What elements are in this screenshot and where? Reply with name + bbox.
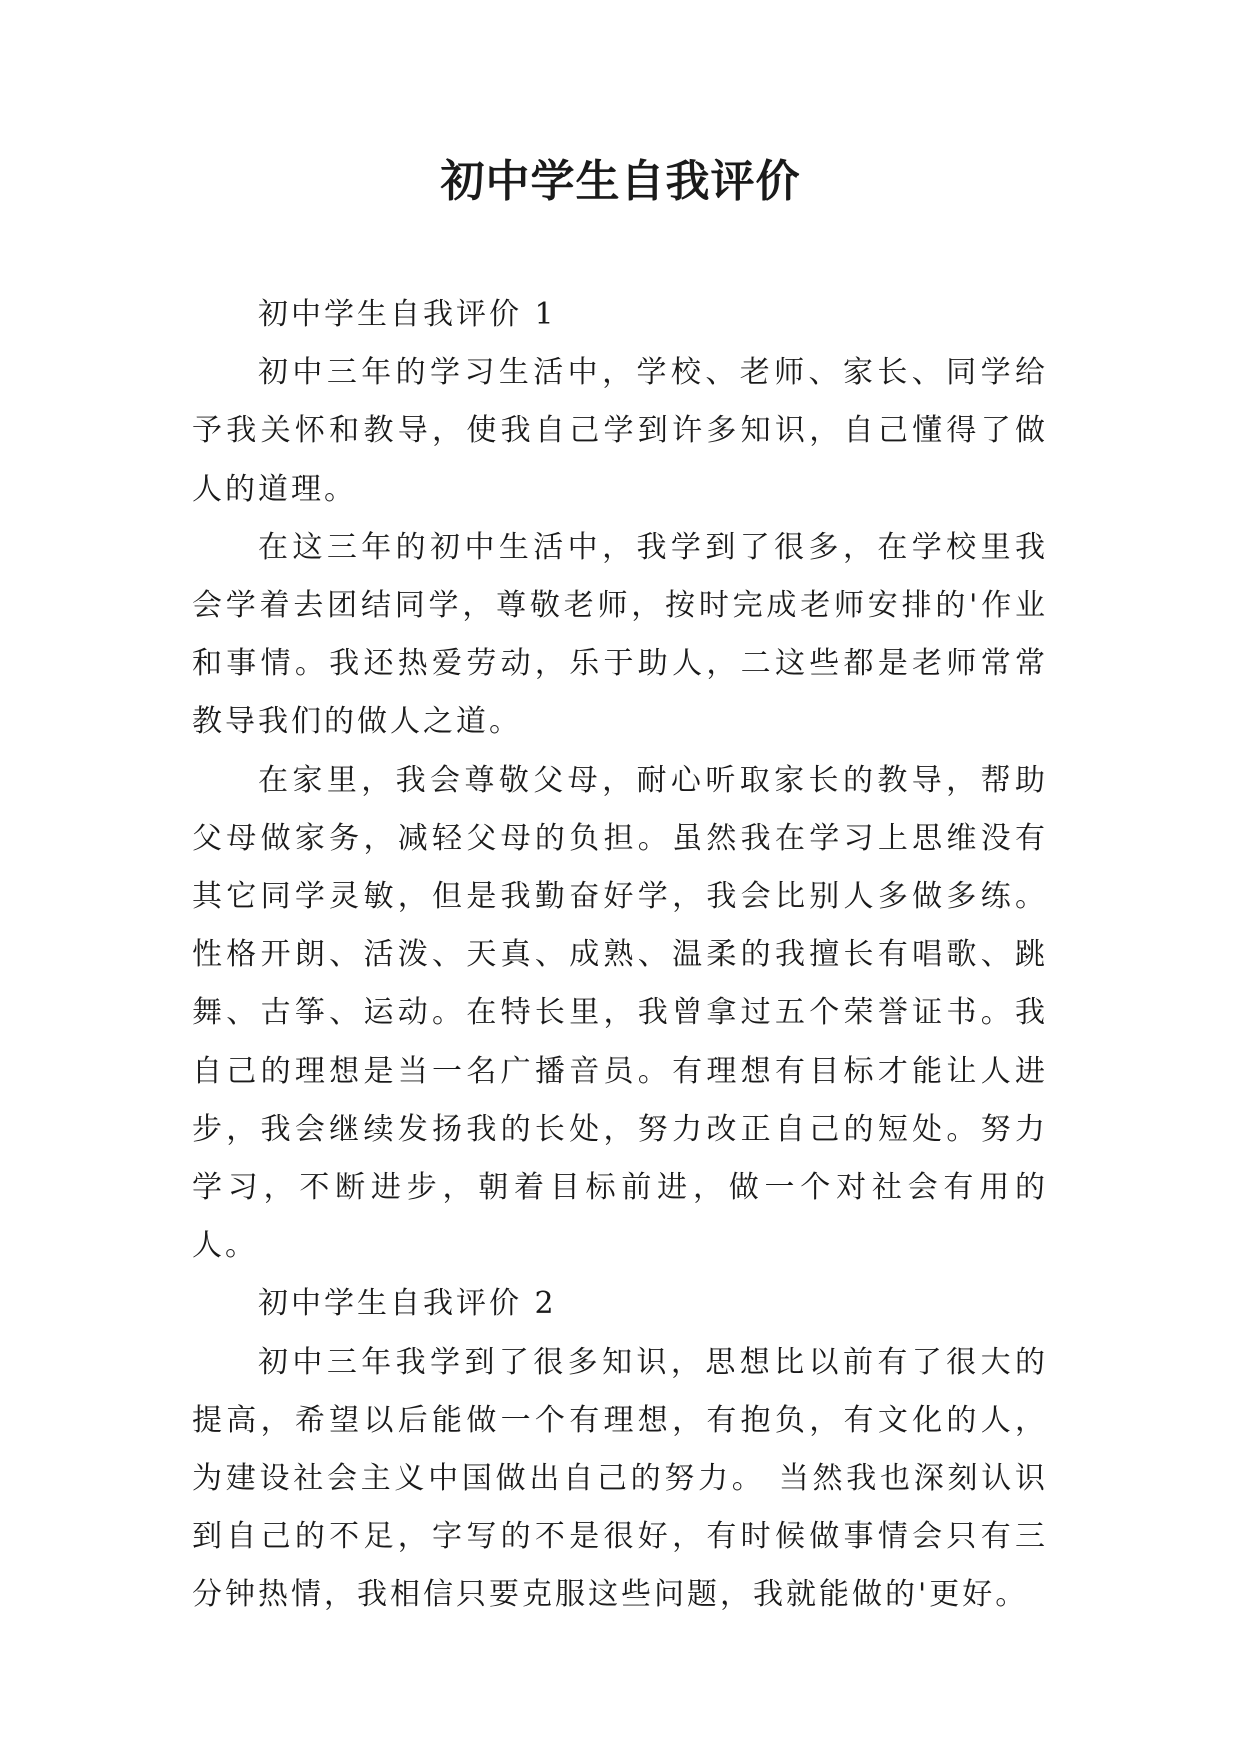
section-heading-2: 初中学生自我评价 2 (258, 1286, 557, 1322)
document-title: 初中学生自我评价 (440, 156, 801, 207)
paragraph: 在这三年的初中生活中，我学到了很多，在学校里我会学着去团结同学，尊敬老师，按时完成老师安排的'作业和事情。我还热爱劳动，乐于助人，二这些都是老师常常教导我们的做人之道。 (192, 529, 1048, 740)
section-heading-1: 初中学生自我评价 1 (258, 297, 557, 332)
document-body (192, 286, 1048, 1625)
paragraph: 初中三年我学到了很多知识，思想比以前有了很大的提高，希望以后能做一个有理想，有抱负，有文化的人，为建设社会主义中国做出自己的努力。 当然我也深刻认识到自己的不足，字写的不是很好，有时候做事情会只有三分钟热情，我相信只要克服这些问题，我就能做的'更好。 (192, 1344, 1048, 1613)
paragraph: 在家里，我会尊敬父母，耐心听取家长的教导，帮助父母做家务，减轻父母的负担。虽然我在学习上思维没有其它同学灵敏，但是我勤奋好学，我会比别人多做多练。性格开朗、活泼、天真、成熟、温柔的我擅长有唱歌、跳舞、古筝、运动。在特长里，我曾拿过五个荣誉证书。我自己的理想是当一名广播音员。有理想有目标才能让人进步，我会继续发扬我的长处，努力改正自己的短处。努力学习，不断进步，朝着目标前进，做一个对社会有用的人。 (192, 762, 1048, 1264)
paragraph: 初中三年的学习生活中，学校、老师、家长、同学给予我关怀和教导，使我自己学到许多知识，自己懂得了做人的道理。 (192, 355, 1048, 507)
